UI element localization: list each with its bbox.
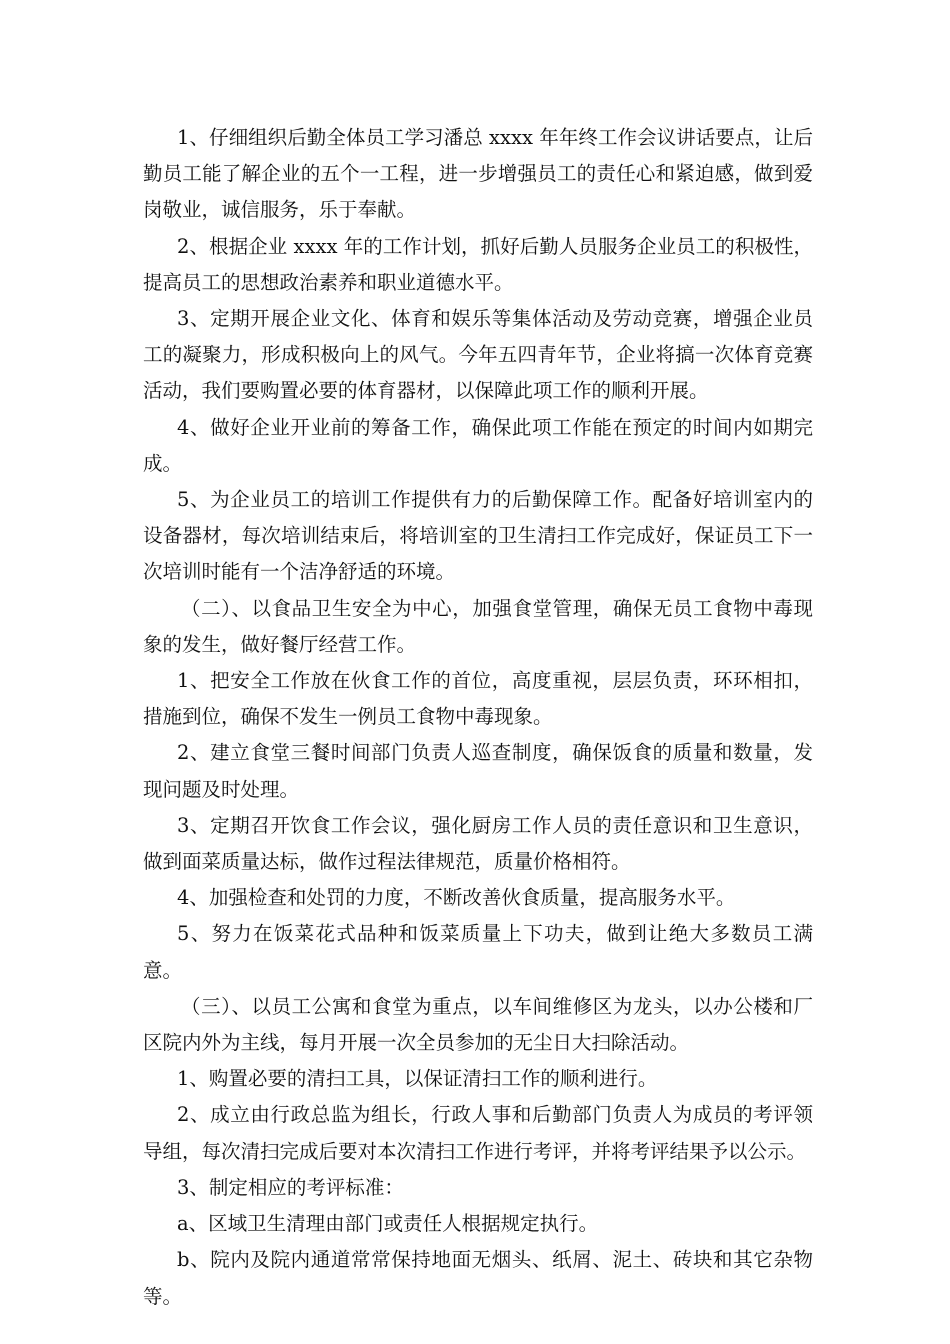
paragraph: b、院内及院内通道常常保持地面无烟头、纸屑、泥土、砖块和其它杂物等。 (143, 1248, 813, 1308)
paragraph: a、区域卫生清理由部门或责任人根据规定执行。 (177, 1212, 599, 1236)
paragraph: 1、仔细组织后勤全体员工学习潘总 xxxx 年年终工作会议讲话要点，让后勤员工能了解企业的五个一工程，进一步增强员工的责任心和紧迫感，做到爱岗敬业，诚信服务，乐于奉献。 (143, 126, 813, 222)
paragraph: 2、成立由行政总监为组长，行政人事和后勤部门负责人为成员的考评领导组，每次清扫完成后要对本次清扫工作进行考评，并将考评结果予以公示。 (143, 1103, 813, 1163)
document-body (143, 120, 813, 1315)
paragraph: 3、定期召开饮食工作会议，强化厨房工作人员的责任意识和卫生意识，做到面菜质量达标，做作过程法律规范，质量价格相符。 (143, 813, 813, 874)
paragraph: 4、加强检查和处罚的力度，不断改善伙食质量，提高服务水平。 (177, 886, 736, 910)
paragraph: 1、把安全工作放在伙食工作的首位，高度重视，层层负责，环环相扣，措施到位，确保不发生一例员工食物中毒现象。 (143, 669, 813, 729)
paragraph: 5、为企业员工的培训工作提供有力的后勤保障工作。配备好培训室内的设备器材，每次培训结束后，将培训室的卫生清扫工作完成好，保证员工下一次培训时能有一个洁净舒适的环境。 (143, 488, 813, 584)
paragraph: 3、制定相应的考评标准： (177, 1175, 404, 1199)
paragraph: 1、购置必要的清扫工具，以保证清扫工作的顺利进行。 (177, 1067, 658, 1091)
section-heading-2: （二）、以食品卫生安全为中心，加强食堂管理，确保无员工食物中毒现象的发生，做好餐厅经营工作。 (143, 596, 813, 656)
paragraph: 2、根据企业 xxxx 年的工作计划，抓好后勤人员服务企业员工的积极性，提高员工的思想政治素养和职业道德水平。 (143, 234, 813, 294)
paragraph: 3、定期开展企业文化、体育和娱乐等集体活动及劳动竞赛，增强企业员工的凝聚力，形成积极向上的风气。今年五四青年节，企业将搞一次体育竞赛活动，我们要购置必要的体育器材，以保障此项工作的顺利开展。 (143, 307, 813, 403)
paragraph: 5、努力在饭菜花式品种和饭菜质量上下功夫，做到让绝大多数员工满意。 (143, 922, 813, 982)
paragraph: 4、做好企业开业前的筹备工作，确保此项工作能在预定的时间内如期完成。 (143, 415, 813, 475)
paragraph: 2、建立食堂三餐时间部门负责人巡查制度，确保饭食的质量和数量，发现问题及时处理。 (143, 741, 813, 801)
section-heading-3: （三）、以员工公寓和食堂为重点，以车间维修区为龙头，以办公楼和厂区院内外为主线，每月开展一次全员参加的无尘日大扫除活动。 (143, 994, 813, 1055)
